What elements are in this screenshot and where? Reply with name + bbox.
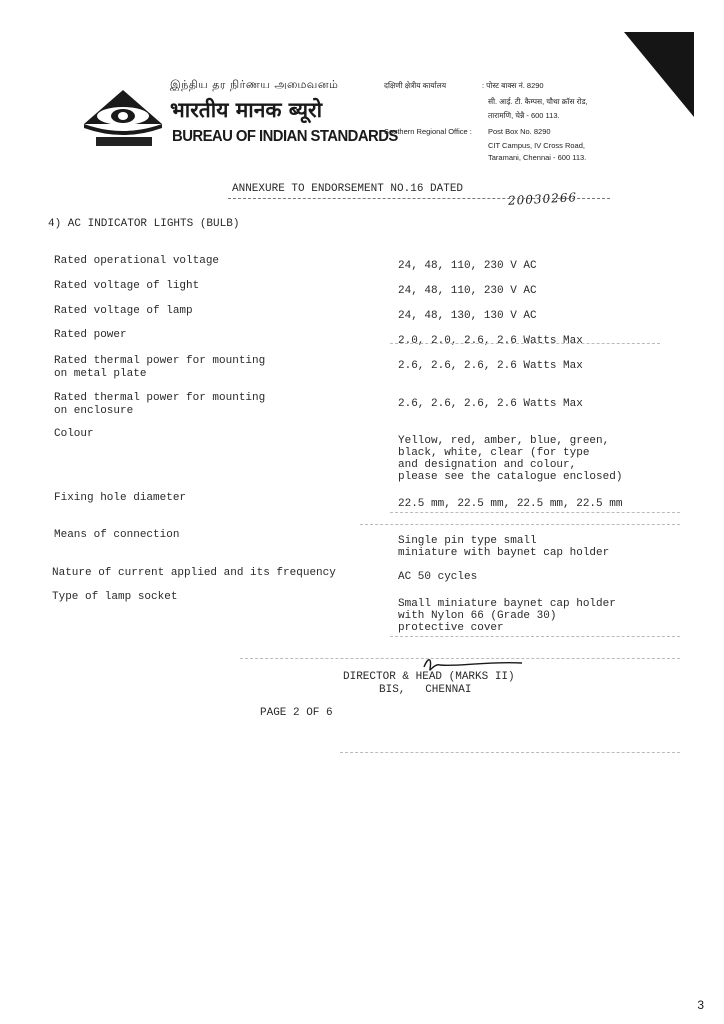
- signatory-title: DIRECTOR & HEAD (MARKS II): [343, 671, 515, 683]
- spec-value: 2.6, 2.6, 2.6, 2.6 Watts Max: [398, 398, 583, 410]
- address-hindi-line-3: तारामणि, चेन्नै - 600 113.: [488, 111, 560, 120]
- spec-value: 24, 48, 110, 230 V AC: [398, 285, 537, 297]
- spec-label: Rated power: [54, 329, 127, 341]
- spec-label: Rated voltage of lamp: [54, 305, 193, 317]
- signatory-block: [343, 671, 515, 697]
- spec-value: Yellow, red, amber, blue, green, black, white, clear (for type and designation and colour, please see the catalogue enclosed): [398, 435, 623, 483]
- address-english-line-1: Post Box No. 8290: [488, 127, 551, 136]
- spec-value: 24, 48, 110, 230 V AC: [398, 260, 537, 272]
- annexure-title: ANNEXURE TO ENDORSEMENT NO.16 DATED: [232, 183, 464, 195]
- spec-value: AC 50 cycles: [398, 571, 478, 583]
- annexure-underline: [228, 198, 610, 199]
- logo-caption-bar: [96, 137, 152, 146]
- spec-label: Rated thermal power for mounting on enclosure: [54, 392, 266, 417]
- scan-noise-line: [360, 524, 680, 526]
- scan-noise-line: [390, 343, 660, 345]
- spec-label: Rated thermal power for mounting on metal plate: [54, 355, 266, 380]
- scan-noise-line: [340, 752, 680, 754]
- spec-label: Type of lamp socket: [52, 591, 178, 603]
- annexure-date-handwritten: 20030266: [507, 190, 578, 208]
- address-english-line-2: CIT Campus, IV Cross Road,: [488, 141, 585, 150]
- spec-label: Rated operational voltage: [54, 255, 220, 267]
- spec-value: 22.5 mm, 22.5 mm, 22.5 mm, 22.5 mm: [398, 498, 623, 510]
- document-page-label: PAGE 2 OF 6: [260, 707, 333, 719]
- spec-label: Colour: [54, 428, 94, 440]
- address-hindi-line-1: : पोस्ट बाक्स नं. 8290: [482, 81, 544, 90]
- scan-corner-shadow: [624, 32, 694, 117]
- address-hindi-line-2: सी. आई. टी. कैम्पस, चौथा क्रॉस रोड,: [488, 97, 588, 106]
- spec-label: Means of connection: [54, 529, 180, 541]
- section-title: 4) AC INDICATOR LIGHTS (BULB): [48, 218, 240, 230]
- org-name-english: BUREAU OF INDIAN STANDARDS: [172, 128, 398, 145]
- signatory-office: BIS, CHENNAI: [379, 684, 472, 696]
- spec-value: Single pin type small miniature with baynet cap holder: [398, 535, 610, 559]
- org-name-hindi: भारतीय मानक ब्यूरो: [170, 97, 323, 122]
- office-label-hindi: दक्षिणी क्षेत्रीय कार्यालय: [384, 81, 447, 90]
- scan-page-number: 3: [697, 998, 704, 1012]
- spec-label: Rated voltage of light: [54, 280, 200, 292]
- spec-value: 2.6, 2.6, 2.6, 2.6 Watts Max: [398, 360, 583, 372]
- spec-label: Nature of current applied and its frequency: [52, 567, 336, 579]
- spec-value: 2.0, 2.0, 2.6, 2.6 Watts Max: [398, 335, 583, 347]
- org-name-tamil: இந்திய தர நிர்ணய அமைவனம்: [170, 78, 339, 91]
- address-english-line-3: Taramani, Chennai - 600 113.: [488, 153, 587, 162]
- scan-noise-line: [390, 636, 680, 638]
- spec-value: Small miniature baynet cap holder with Nylon 66 (Grade 30) protective cover: [398, 598, 616, 634]
- spec-value: 24, 48, 130, 130 V AC: [398, 310, 537, 322]
- bis-logo: [80, 76, 166, 146]
- spec-label: Fixing hole diameter: [54, 492, 187, 504]
- scan-noise-line: [390, 512, 680, 514]
- office-label-english: Southern Regional Office :: [384, 127, 472, 136]
